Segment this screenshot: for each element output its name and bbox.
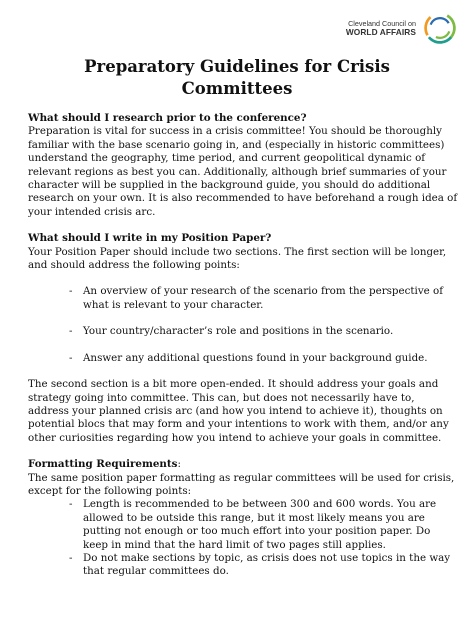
list-item-text: Answer any additional questions found in your background guide. (83, 351, 428, 364)
list-item-text: Your country/character’s role and positions in the scenario. (83, 325, 394, 338)
formatting-heading-line (28, 458, 458, 471)
list-item-text: Length is recommended to be between 300 and 600 words. You are allowed to be outside this range, but it most likely means you are putting not enough or too much effort into your position paper. Do keep in mind that the hard limit of two pages still applies. (83, 498, 437, 551)
logo-text (346, 20, 416, 37)
logo-line-2: WORLD AFFAIRS (345, 27, 416, 37)
position-paper-intro: Your Position Paper should include two sections. The first section will be longer, and should address the following points: (28, 245, 447, 272)
dash-bullet: - (69, 551, 73, 564)
organization-logo (346, 10, 458, 46)
page-title: Preparatory Guidelines for Crisis Committees (84, 57, 390, 98)
dash-bullet: - (69, 285, 73, 298)
position-paper-points (28, 285, 458, 365)
formatting-heading-colon: : (177, 458, 181, 471)
position-paper-heading: What should I write in my Position Paper? (28, 232, 272, 245)
list-item (28, 352, 458, 365)
logo-line-1: Cleveland Council on (348, 18, 416, 28)
formatting-points (28, 498, 458, 578)
formatting-intro: The same position paper formatting as regular committees will be used for crisis, except for the following points: (28, 471, 455, 497)
list-item-text: Do not make sections by topic, as crisis does not use topics in the way that regular committees do. (83, 551, 451, 578)
dash-bullet: - (69, 351, 73, 364)
list-item (28, 325, 458, 338)
dash-bullet: - (69, 325, 73, 338)
research-heading: What should I research prior to the conference? (28, 112, 307, 124)
second-section-paragraph: The second section is a bit more open-ended. It should address your goals and strategy going into committee. This can, but does not necessarily have to, address your planned crisis arc (and how you intend to achieve it), thoughts on potential blocs that may form and your intentions to work with them, and/or any other curiosities regarding how you intend to achieve your goals in committee. (28, 378, 449, 444)
list-item (28, 498, 458, 552)
dash-bullet: - (69, 498, 73, 511)
research-paragraph: Preparation is vital for success in a crisis committee! You should be thoroughly familiar with the base scenario going in, and (especially in historic committees) understand the geography, time period, and current geopolitical dynamic of relevant regions as best you can. Additionally, although brief summaries of your character will be supplied in the background guide, you should do additional research on your own. It is also recommended to have beforehand a rough idea of your intended crisis arc. (28, 125, 458, 218)
formatting-heading: Formatting Requirements (28, 458, 178, 471)
list-item-text: An overview of your research of the scenario from the perspective of what is relevant to your character. (83, 285, 444, 311)
list-item (28, 552, 458, 579)
list-item (28, 285, 458, 312)
globe-rings-icon (422, 10, 458, 46)
document-body (28, 112, 458, 579)
